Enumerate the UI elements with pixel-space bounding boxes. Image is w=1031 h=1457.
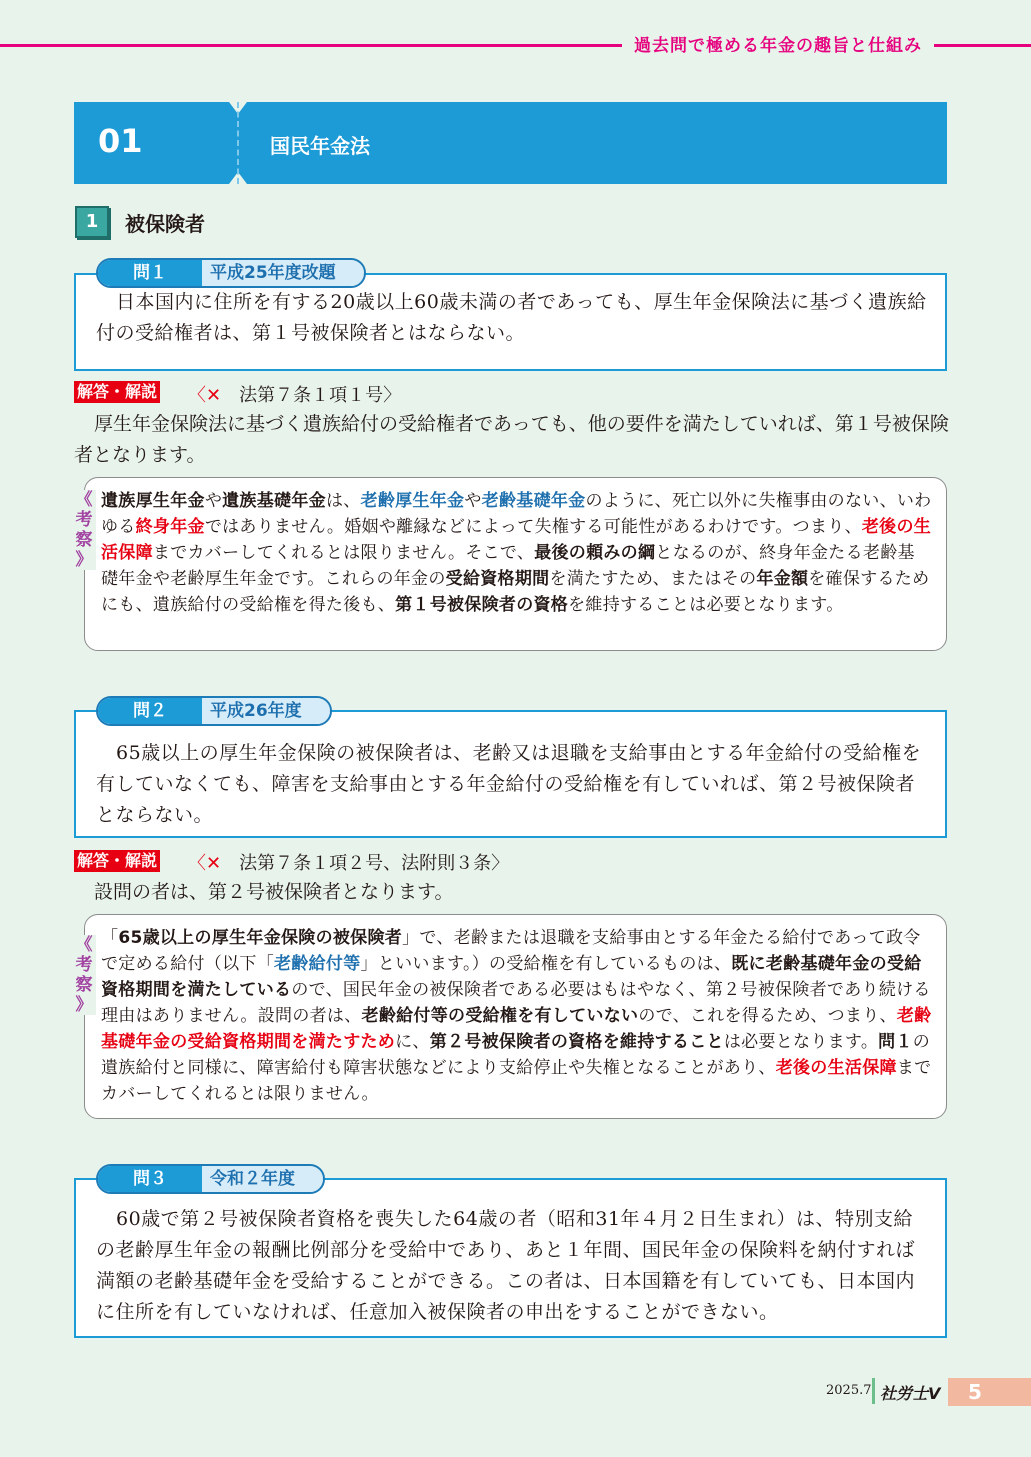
- consider-segment: や: [204, 491, 223, 511]
- consider-segment: 老齢給付等の受給権を有していない: [361, 1006, 639, 1026]
- answer-mark: 〈✕: [188, 385, 222, 406]
- consider-segment: に、: [395, 1032, 430, 1052]
- question-text: 日本国内に住所を有する20歳以上60歳未満の者であっても、厚生年金保険法に基づく遺族給付の受給権者は、第１号被保険者とはならない。: [96, 291, 927, 344]
- consider-segment: 65歳以上の厚生年金保険の被保険者: [118, 928, 403, 948]
- question-number: 問１: [98, 260, 202, 286]
- consider-segment: までカバーしてくれるとは限りません。: [101, 1058, 932, 1104]
- question-year: 平成25年度改題: [202, 260, 364, 286]
- consider-segment: の遺族給付と同様に、障害給付も障害状態などにより支給停止や失権となることがあり、: [101, 1032, 931, 1078]
- consider-segment: 老後の生活保障: [101, 517, 932, 563]
- question-tag-2: [96, 696, 332, 726]
- consider-segment: は必要となります。: [723, 1032, 879, 1052]
- consideration-box-1: [84, 477, 947, 651]
- running-header: 過去問で極める年金の趣旨と仕組み: [622, 34, 934, 58]
- answer-mark: 〈✕: [188, 853, 222, 874]
- question-number: 問２: [98, 698, 202, 724]
- question-year: 平成26年度: [202, 698, 330, 724]
- consideration-label: 《 考 察 》: [72, 935, 96, 1015]
- consider-segment: 老齢厚生年金: [360, 491, 465, 511]
- answer-label: 解答・解説: [74, 381, 160, 403]
- consider-segment: を満たすため、またはその: [549, 569, 757, 589]
- consider-segment: 第１号被保険者の資格: [395, 595, 569, 615]
- answer-reference: [188, 849, 509, 875]
- question-number: 問３: [98, 1166, 202, 1192]
- law-reference: 法第７条１項２号、法附則３条〉: [239, 853, 510, 874]
- consider-segment: を維持することは必要となります。: [568, 595, 844, 615]
- consider-segment: 問１: [878, 1032, 913, 1052]
- consider-segment: は、: [325, 491, 361, 511]
- consider-segment: 遺族厚生年金: [101, 491, 205, 511]
- consider-segment: 遺族基礎年金: [222, 491, 326, 511]
- consider-segment: 老後の生活保障: [775, 1058, 897, 1078]
- answer-explanation: 厚生年金保険法に基づく遺族給付の受給権者であっても、他の要件を満たしていれば、第１号被保険者となります。: [74, 413, 949, 466]
- consider-segment: 老齢給付等: [274, 954, 361, 974]
- answer-reference: [188, 381, 401, 407]
- chapter-title: 国民年金法: [270, 134, 370, 158]
- consider-segment: 「: [101, 928, 119, 948]
- footer-divider: [872, 1378, 875, 1404]
- answer-explanation: 設問の者は、第２号被保険者となります。: [94, 881, 454, 903]
- consider-segment: を確保するためにも、遺族給付の受給権を得た後も、: [101, 569, 930, 615]
- consider-segment: ので、これを得るため、つまり、: [638, 1006, 897, 1026]
- consideration-box-2: [84, 914, 947, 1119]
- consider-segment: 」といいます。）の受給権を有しているものは、: [360, 954, 732, 974]
- page-number: 5: [948, 1378, 1031, 1406]
- consider-segment: 老齢基礎年金: [481, 491, 586, 511]
- question-tag-3: [96, 1164, 325, 1194]
- issue-date: 2025.7: [826, 1383, 872, 1398]
- question-box-3: [74, 1178, 947, 1338]
- question-text: 65歳以上の厚生年金保険の被保険者は、老齢又は退職を支給事由とする年金給付の受給権を有していなくても、障害を支給事由とする年金給付の受給権を有していれば、第２号被保険者とならない。: [96, 742, 922, 826]
- consider-segment: 第２号被保険者の資格を維持すること: [429, 1032, 724, 1052]
- question-tag-1: [96, 258, 366, 288]
- chapter-banner: [74, 102, 947, 184]
- consider-segment: や: [464, 491, 482, 511]
- consider-segment: ではありません。婚姻や離縁などによって失権する可能性があるわけです。つまり、: [204, 517, 862, 537]
- answer-label: 解答・解説: [74, 850, 160, 872]
- consider-segment: 受給資格期間: [445, 569, 550, 589]
- consider-segment: 」で、老齢または退職を支給事由とする年金たる給付であって政令で定める給付（以下「: [101, 928, 921, 974]
- law-reference: 法第７条１項１号〉: [239, 385, 402, 406]
- magazine-logo: 社労士V: [880, 1384, 941, 1403]
- question-text: 60歳で第２号被保険者資格を喪失した64歳の者（昭和31年４月２日生まれ）は、特別支給の老齢厚生年金の報酬比例部分を受給中であり、あと１年間、国民年金の保険料を納付すれば満額の老齢基礎年金を受給することができる。この者は、日本国籍を有していても、日本国内に住所を有していなければ、任意加入被保険者の申出をすることができない。: [96, 1208, 916, 1323]
- chapter-number: 01: [98, 122, 143, 160]
- question-year: 令和２年度: [202, 1166, 323, 1192]
- question-box-2: [74, 710, 947, 838]
- banner-divider: [237, 102, 239, 184]
- consider-segment: 終身年金: [135, 517, 205, 537]
- section-number-icon: 1: [75, 206, 109, 238]
- section-title: 被保険者: [125, 212, 205, 236]
- consider-segment: 既に老齢基礎年金の受給資格期間を満たしている: [101, 954, 922, 1000]
- consider-segment: までカバーしてくれるとは限りません。そこで、: [152, 543, 535, 563]
- consideration-label: 《 考 察 》: [72, 490, 96, 570]
- consider-segment: となるのが、終身年金たる老齢基礎年金や老齢厚生年金です。これらの年金の: [101, 543, 915, 589]
- consider-segment: 最後の頼みの綱: [534, 543, 656, 563]
- consider-segment: のように、死亡以外に失権事由のない、いわゆる: [101, 491, 932, 537]
- consider-segment: 老齢基礎年金の受給資格期間を満たすため: [101, 1006, 932, 1052]
- consider-segment: 年金額: [756, 569, 809, 589]
- consider-segment: ので、国民年金の被保険者である必要はもはやなく、第２号被保険者であり続ける理由はありません。設問の者は、: [101, 980, 931, 1026]
